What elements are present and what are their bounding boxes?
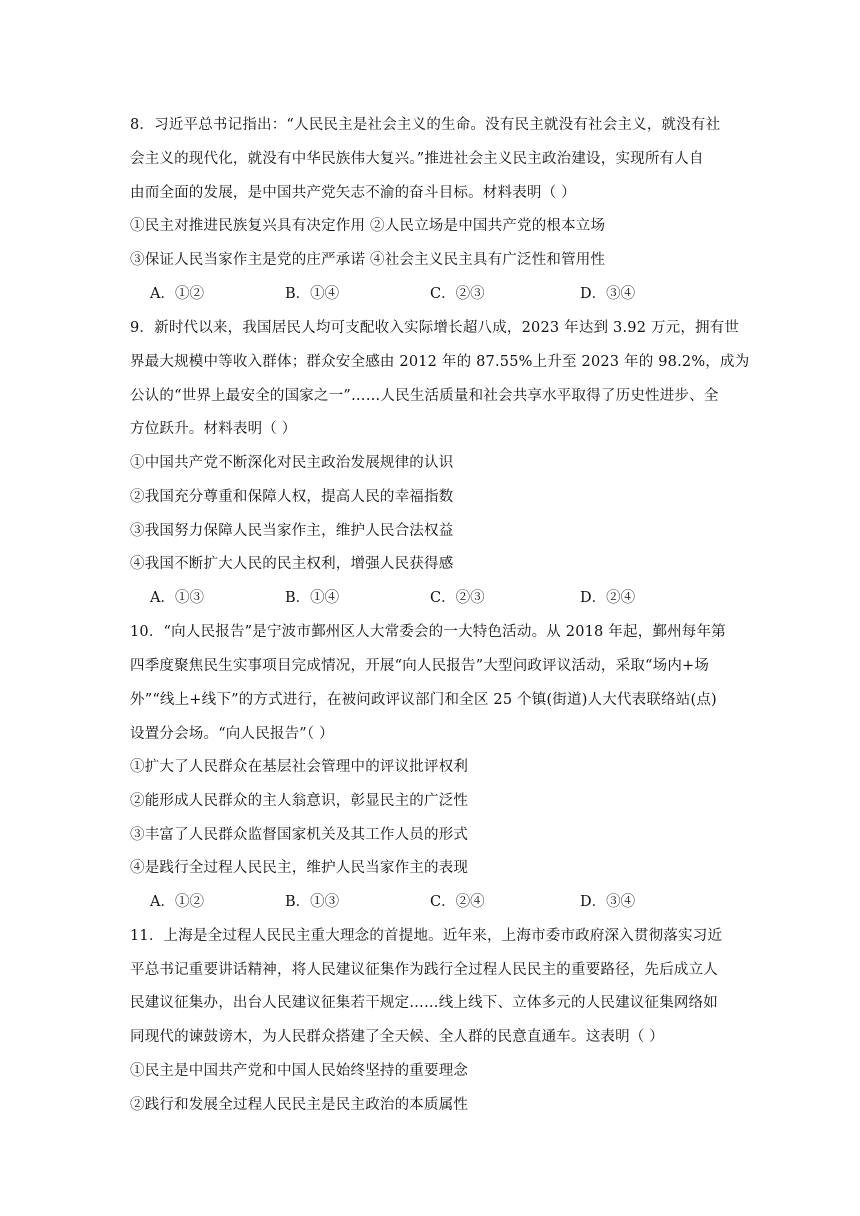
q8-stem-line-3: 由而全面的发展，是中国共产党矢志不渝的奋斗目标。材料表明（ ） [130,185,576,201]
q8-stem-line-2: 会主义的现代化，就没有中华民族伟大复兴。”推进社会主义民主政治建设，实现所有人自 [130,151,704,167]
q9-options [150,586,710,606]
q8-option-c[interactable]: C．②③ [430,286,485,302]
q10-stem-line-2: 四季度聚焦民生实事项目完成情况，开展“向人民报告”大型问政评议活动，采取“场内+场 [130,658,710,674]
q8-statement-row-1: ①民主对推进民族复兴具有决定作用 ②人民立场是中国共产党的根本立场 [130,218,606,234]
q8-option-a[interactable]: A．①② [150,286,204,302]
q10-option-c[interactable]: C．②④ [430,894,485,910]
q9-option-c[interactable]: C．②③ [430,590,485,606]
q10-option-d[interactable]: D．③④ [580,894,636,910]
q11-stem-line-2: 平总书记重要讲话精神，将人民建议征集作为践行全过程人民民主的重要路径，先后成立人 [130,962,718,978]
q10-statement-1: ①扩大了人民群众在基层社会管理中的评议批评权利 [130,759,469,775]
q10-stem-line-4: 设置分会场。“向人民报告”（ ） [130,726,334,742]
q11-stem-line-4: 同现代的谏鼓谤木，为人民群众搭建了全天候、全人群的民意直通车。这表明（ ） [130,1029,665,1045]
q8-option-b[interactable]: B．①④ [285,286,340,302]
q9-statement-1: ①中国共产党不断深化对民主政治发展规律的认识 [130,455,454,471]
q9-statement-2: ②我国充分尊重和保障人权，提高人民的幸福指数 [130,489,454,505]
q10-statement-4: ④是践行全过程人民民主，维护人民当家作主的表现 [130,860,469,876]
q9-option-b[interactable]: B．①④ [285,590,340,606]
q10-stem-line-3: 外”“线上+线下”的方式进行，在被问政评议部门和全区 25 个镇(街道)人大代表联络站(点) [130,692,717,708]
q11-statement-1: ①民主是中国共产党和中国人民始终坚持的重要理念 [130,1063,469,1079]
q9-option-d[interactable]: D．②④ [580,590,636,606]
q11-stem-line-3: 民建议征集办，出台人民建议征集若干规定……线上线下、立体多元的人民建议征集网络如 [130,995,718,1011]
q9-stem-line-1: 9．新时代以来，我国居民人均可支配收入实际增长超八成，2023 年达到 3.92 万元，拥有世 [130,320,740,336]
q10-statement-3: ③丰富了人民群众监督国家机关及其工作人员的形式 [130,827,469,843]
q11-statement-2: ②践行和发展全过程人民民主是民主政治的本质属性 [130,1097,469,1113]
q9-statement-4: ④我国不断扩大人民的民主权利，增强人民获得感 [130,556,454,572]
q8-options [150,282,710,302]
q10-option-a[interactable]: A．①② [150,894,204,910]
q10-option-b[interactable]: B．①③ [285,894,340,910]
q10-statement-2: ②能形成人民群众的主人翁意识，彰显民主的广泛性 [130,793,469,809]
q10-options [150,890,710,910]
q9-stem-line-2: 界最大规模中等收入群体；群众安全感由 2012 年的 87.55%上升至 2023 年的 98.2%，成为 [130,354,750,370]
q10-stem-line-1: 10．“向人民报告”是宁波市鄞州区人大常委会的一大特色活动。从 2018 年起，鄞州每年第 [130,624,726,640]
q8-stem-line-1: 8．习近平总书记指出：“人民民主是社会主义的生命。没有民主就没有社会主义，就没有社 [130,117,721,133]
q9-statement-3: ③我国努力保障人民当家作主，维护人民合法权益 [130,523,454,539]
q8-option-d[interactable]: D．③④ [580,286,636,302]
q9-stem-line-4: 方位跃升。材料表明（ ） [130,421,297,437]
q11-stem-line-1: 11．上海是全过程人民民主重大理念的首提地。近年来，上海市委市政府深入贯彻落实习近 [130,928,723,944]
q9-option-a[interactable]: A．①③ [150,590,204,606]
q9-stem-line-3: 公认的“世界上最安全的国家之一”……人民生活质量和社会共享水平取得了历史性进步、全 [130,388,719,404]
q8-statement-row-2: ③保证人民当家作主是党的庄严承诺 ④社会主义民主具有广泛性和管用性 [130,252,606,268]
